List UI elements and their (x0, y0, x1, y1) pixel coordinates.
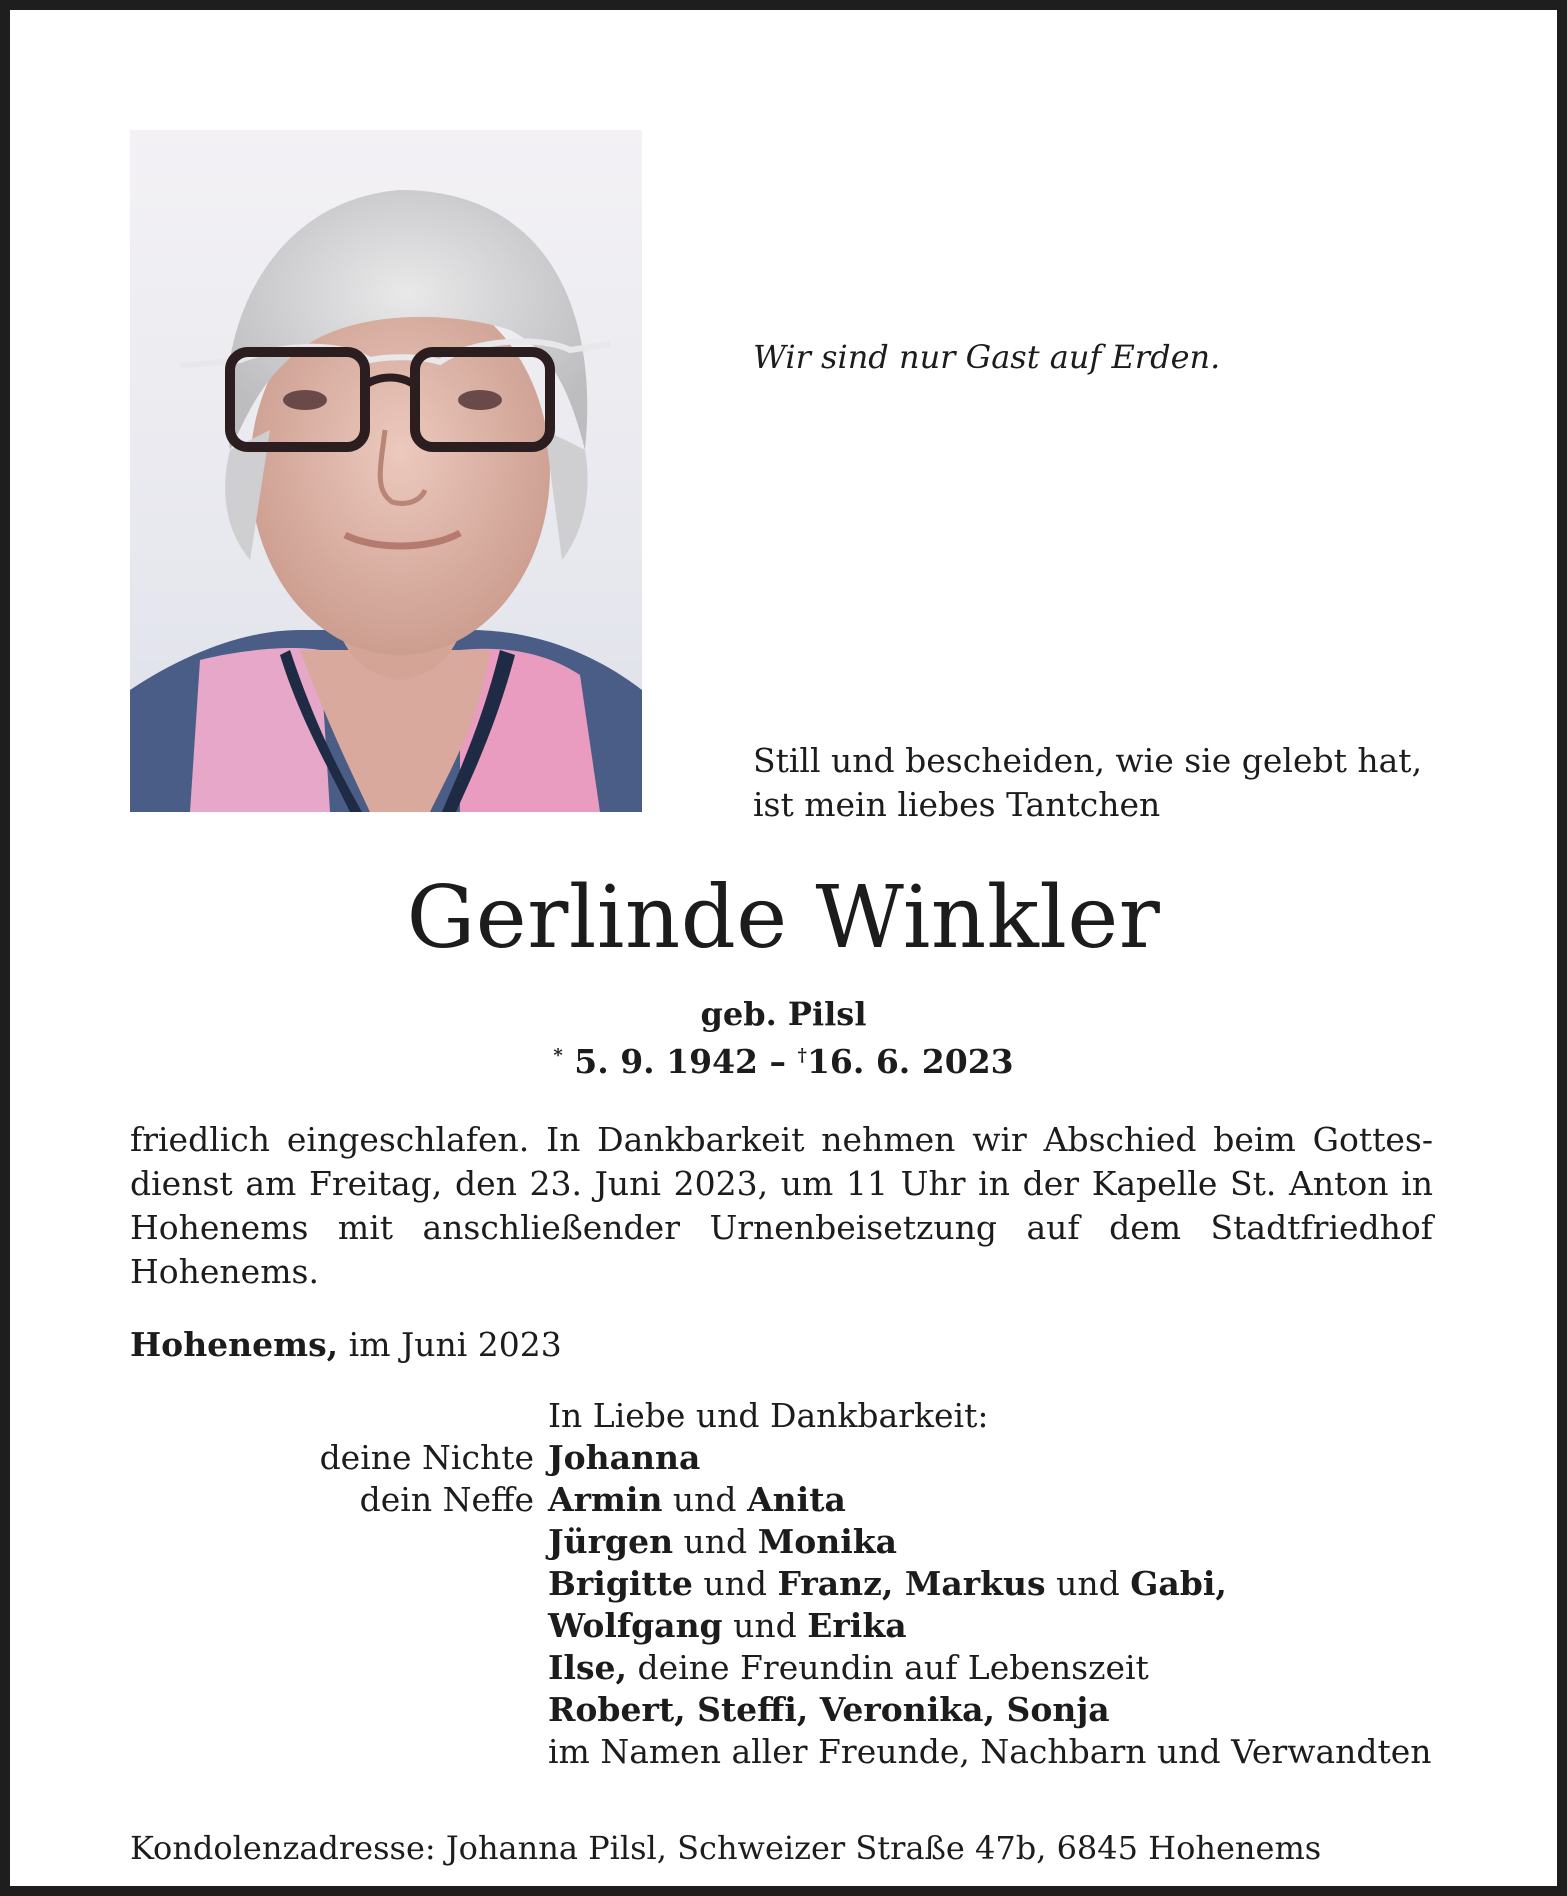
relation-label: deine Nichte (319, 1438, 534, 1477)
deceased-name: Gerlinde Winkler (406, 868, 1161, 968)
mourner-row (130, 1521, 1450, 1563)
mourner-names (548, 1479, 846, 1521)
mourner-names (548, 1521, 897, 1563)
mourner-name: Monika (757, 1522, 898, 1561)
mourner-rows (130, 1437, 1450, 1773)
mourner-name: Franz, Markus (777, 1564, 1046, 1603)
mourner-row (130, 1605, 1450, 1647)
condolence-address: Kondolenzadresse: Johanna Pilsl, Schweizer Straße 47b, 6845 Hohenems (130, 1829, 1322, 1867)
portrait-photo (130, 130, 642, 812)
mourner-row (130, 1731, 1450, 1773)
place-date (130, 1323, 562, 1367)
mourner-name: Brigitte (548, 1564, 693, 1603)
life-dates (10, 1034, 1557, 1084)
date-separator: – (769, 1042, 787, 1081)
mourner-connector: im Namen aller Freunde, Nachbarn und Verwandten (548, 1732, 1432, 1771)
motto-quote: Wir sind nur Gast auf Erden. (753, 338, 1221, 376)
mourner-name: Robert, Steffi, Veronika, Sonja (548, 1690, 1110, 1729)
relation-label (130, 1521, 548, 1563)
mourner-row (130, 1479, 1450, 1521)
relation-label: dein Neffe (359, 1480, 534, 1519)
mourner-name: Johanna (548, 1438, 701, 1477)
intro-line: ist mein liebes Tantchen (753, 785, 1161, 824)
mourner-name: Wolfgang (548, 1606, 723, 1645)
mourners-heading-row (130, 1395, 1450, 1437)
mourner-connector: und (673, 1522, 758, 1561)
mourners-heading: In Liebe und Dankbarkeit: (548, 1396, 989, 1435)
mourners-list (130, 1395, 1450, 1773)
mourner-row (130, 1563, 1450, 1605)
mourner-name: Anita (747, 1480, 846, 1519)
mourner-row (130, 1437, 1450, 1479)
death-symbol: † (797, 1045, 807, 1066)
relation-label (130, 1689, 548, 1731)
mourner-row (130, 1689, 1450, 1731)
mourner-names (548, 1731, 1432, 1773)
mourner-names (548, 1563, 1227, 1605)
maiden-name: geb. Pilsl (700, 995, 867, 1033)
intro-text (753, 739, 1473, 827)
mourner-name: Jürgen (548, 1522, 674, 1561)
mourner-names (548, 1689, 1110, 1731)
mourner-name: Erika (807, 1606, 907, 1645)
mourner-name: Gabi, (1130, 1564, 1227, 1603)
mourner-connector: und (692, 1564, 778, 1603)
mourner-connector: deine Freundin auf Lebenszeit (627, 1648, 1149, 1687)
date: im Juni 2023 (348, 1325, 562, 1364)
relation-label (130, 1731, 548, 1773)
birth-date: 5. 9. 1942 (574, 1042, 759, 1081)
obituary-notice (10, 10, 1557, 1886)
mourner-connector: und (662, 1480, 748, 1519)
place: Hohenems, (130, 1325, 339, 1364)
intro-line: Still und bescheiden, wie sie gelebt hat, (753, 741, 1423, 780)
death-date: 16. 6. 2023 (806, 1042, 1014, 1081)
mourner-name: Armin (548, 1480, 663, 1519)
birth-symbol: * (553, 1045, 563, 1066)
mourner-names (548, 1437, 700, 1479)
announcement-text: friedlich eingeschlafen. In Dankbarkeit nehmen wir Abschied beim Gottesdienst am Freitag, den 23. Juni 2023, um 11 Uhr in der Kapelle St. Anton in Hohenems mit anschließender Urnenbeisetzung auf dem Stadtfriedhof Hohenems. (130, 1120, 1433, 1291)
relation-label (130, 1563, 548, 1605)
mourner-name: Ilse, (548, 1648, 628, 1687)
relation-spacer (130, 1395, 548, 1437)
mourner-row (130, 1647, 1450, 1689)
mourner-names (548, 1605, 907, 1647)
mourner-connector: und (1045, 1564, 1131, 1603)
mourner-names (548, 1647, 1149, 1689)
relation-label (130, 1605, 548, 1647)
mourner-connector: und (722, 1606, 808, 1645)
relation-label (130, 1647, 548, 1689)
portrait-image (130, 130, 642, 812)
